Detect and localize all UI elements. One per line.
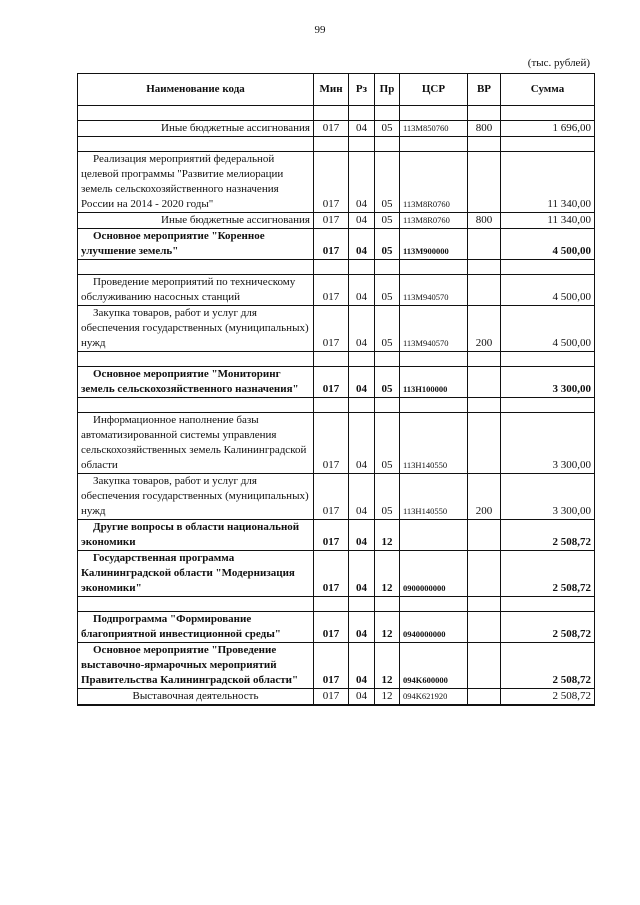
cell-csr: 113M8R0760 [400, 152, 468, 213]
cell-pr: 12 [375, 551, 400, 597]
cell-name: Основное мероприятие "Мониторинг земель сельскохозяйственного назначения" [78, 367, 314, 398]
cell-name: Закупка товаров, работ и услуг для обеспечения государственных (муниципальных) нужд [78, 306, 314, 352]
cell-rz: 04 [349, 643, 375, 689]
cell-sum: 2 508,72 [501, 551, 595, 597]
cell-min: 017 [314, 413, 349, 474]
cell-vr [468, 612, 501, 643]
cell-vr [468, 689, 501, 706]
cell-vr [468, 152, 501, 213]
cell-sum: 11 340,00 [501, 213, 595, 229]
table-row [78, 474, 595, 520]
cell-csr: 0900000000 [400, 551, 468, 597]
cell-vr [468, 275, 501, 306]
header-sum: Сумма [501, 74, 595, 106]
cell-rz: 04 [349, 413, 375, 474]
cell-sum: 11 340,00 [501, 152, 595, 213]
cell-vr [468, 520, 501, 551]
table-header-row [78, 74, 595, 106]
cell-pr: 05 [375, 474, 400, 520]
cell-name: Основное мероприятие "Проведение выставочно-ярмарочных мероприятий Правительства Калининградской области" [78, 643, 314, 689]
cell-sum: 1 696,00 [501, 121, 595, 137]
spacer-row [78, 137, 595, 152]
cell-pr: 12 [375, 689, 400, 706]
cell-csr: 0940000000 [400, 612, 468, 643]
cell-sum: 2 508,72 [501, 643, 595, 689]
header-pr: Пр [375, 74, 400, 106]
cell-vr: 200 [468, 474, 501, 520]
cell-vr: 200 [468, 306, 501, 352]
cell-pr: 05 [375, 229, 400, 260]
table-row [78, 551, 595, 597]
cell-name: Закупка товаров, работ и услуг для обеспечения государственных (муниципальных) нужд [78, 474, 314, 520]
cell-name: Выставочная деятельность [78, 689, 314, 706]
cell-name: Иные бюджетные ассигнования [78, 213, 314, 229]
table-row [78, 520, 595, 551]
table-row [78, 612, 595, 643]
cell-pr: 05 [375, 213, 400, 229]
cell-rz: 04 [349, 152, 375, 213]
header-min: Мин [314, 74, 349, 106]
cell-vr [468, 643, 501, 689]
table-row [78, 643, 595, 689]
cell-sum: 3 300,00 [501, 367, 595, 398]
cell-vr [468, 229, 501, 260]
header-vr: ВР [468, 74, 501, 106]
cell-sum: 4 500,00 [501, 229, 595, 260]
cell-csr: 113M940570 [400, 306, 468, 352]
cell-csr: 113H140550 [400, 413, 468, 474]
table-row [78, 367, 595, 398]
cell-name: Информационное наполнение базы автоматизированной системы управления сельскохозяйственных земель Калининградской области [78, 413, 314, 474]
table-row [78, 152, 595, 213]
units-label: (тыс. рублей) [527, 57, 590, 69]
spacer-row [78, 597, 595, 612]
cell-sum: 3 300,00 [501, 474, 595, 520]
cell-min: 017 [314, 152, 349, 213]
cell-csr: 113M8R0760 [400, 213, 468, 229]
cell-pr: 05 [375, 306, 400, 352]
cell-min: 017 [314, 474, 349, 520]
cell-rz: 04 [349, 275, 375, 306]
cell-pr: 05 [375, 152, 400, 213]
cell-name: Основное мероприятие "Коренное улучшение земель" [78, 229, 314, 260]
cell-csr: 113M850760 [400, 121, 468, 137]
cell-min: 017 [314, 367, 349, 398]
cell-min: 017 [314, 551, 349, 597]
cell-sum: 3 300,00 [501, 413, 595, 474]
cell-vr: 800 [468, 121, 501, 137]
cell-rz: 04 [349, 367, 375, 398]
table-row [78, 306, 595, 352]
page-number: 99 [314, 24, 326, 36]
cell-pr: 12 [375, 643, 400, 689]
cell-rz: 04 [349, 612, 375, 643]
cell-name: Иные бюджетные ассигнования [78, 121, 314, 137]
header-csr: ЦСР [400, 74, 468, 106]
cell-rz: 04 [349, 520, 375, 551]
cell-csr: 094K621920 [400, 689, 468, 706]
spacer-row [78, 260, 595, 275]
table-row [78, 121, 595, 137]
cell-pr: 12 [375, 520, 400, 551]
cell-rz: 04 [349, 474, 375, 520]
cell-min: 017 [314, 275, 349, 306]
cell-pr: 05 [375, 413, 400, 474]
table-body [78, 121, 595, 706]
table-row [78, 413, 595, 474]
cell-min: 017 [314, 520, 349, 551]
spacer-row [78, 352, 595, 367]
cell-vr: 800 [468, 213, 501, 229]
cell-min: 017 [314, 612, 349, 643]
cell-csr: 113M900000 [400, 229, 468, 260]
cell-rz: 04 [349, 551, 375, 597]
cell-pr: 05 [375, 367, 400, 398]
cell-name: Подпрограмма "Формирование благоприятной инвестиционной среды" [78, 612, 314, 643]
cell-vr [468, 367, 501, 398]
cell-vr [468, 551, 501, 597]
cell-name: Проведение мероприятий по техническому обслуживанию насосных станций [78, 275, 314, 306]
header-spacer-row [78, 106, 595, 121]
cell-csr: 094K600000 [400, 643, 468, 689]
table-row [78, 229, 595, 260]
cell-name: Другие вопросы в области национальной экономики [78, 520, 314, 551]
cell-min: 017 [314, 229, 349, 260]
cell-rz: 04 [349, 689, 375, 706]
cell-min: 017 [314, 689, 349, 706]
cell-rz: 04 [349, 229, 375, 260]
cell-sum: 2 508,72 [501, 520, 595, 551]
cell-csr: 113M940570 [400, 275, 468, 306]
cell-sum: 2 508,72 [501, 612, 595, 643]
budget-table [77, 73, 595, 706]
table-row [78, 689, 595, 706]
cell-min: 017 [314, 213, 349, 229]
table-row [78, 275, 595, 306]
cell-min: 017 [314, 643, 349, 689]
cell-pr: 05 [375, 121, 400, 137]
header-rz: Рз [349, 74, 375, 106]
cell-vr [468, 413, 501, 474]
cell-csr: 113H140550 [400, 474, 468, 520]
cell-pr: 05 [375, 275, 400, 306]
cell-name: Государственная программа Калининградской области "Модернизация экономики" [78, 551, 314, 597]
cell-min: 017 [314, 306, 349, 352]
cell-pr: 12 [375, 612, 400, 643]
table-row [78, 213, 595, 229]
cell-name: Реализация мероприятий федеральной целевой программы "Развитие мелиорации земель сельскохозяйственного назначения России на 2014 - 2020 годы" [78, 152, 314, 213]
cell-sum: 4 500,00 [501, 275, 595, 306]
header-name: Наименование кода [78, 74, 314, 106]
cell-sum: 4 500,00 [501, 306, 595, 352]
cell-rz: 04 [349, 121, 375, 137]
spacer-row [78, 398, 595, 413]
cell-csr [400, 520, 468, 551]
cell-sum: 2 508,72 [501, 689, 595, 706]
cell-rz: 04 [349, 306, 375, 352]
cell-rz: 04 [349, 213, 375, 229]
cell-csr: 113H100000 [400, 367, 468, 398]
cell-min: 017 [314, 121, 349, 137]
